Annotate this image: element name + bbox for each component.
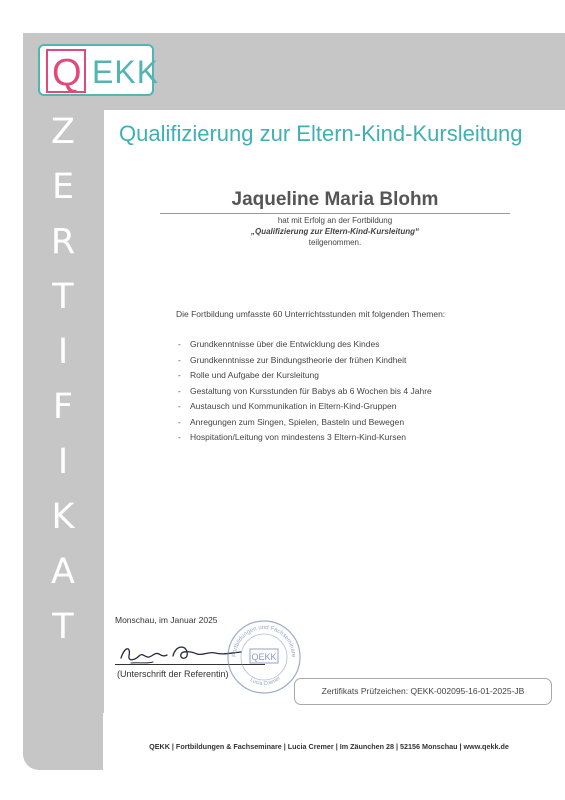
course-name: „Qualifizierung zur Eltern-Kind-Kursleitung“ (251, 227, 419, 236)
topic-item (178, 415, 538, 431)
topic-dash: - (178, 339, 181, 349)
topics-intro: Die Fortbildung umfasste 60 Unterrichtsstunden mit folgenden Themen: (176, 309, 446, 319)
topic-item (178, 430, 538, 446)
topic-dash: - (178, 385, 181, 396)
topic-dash: - (178, 416, 181, 427)
company-stamp (226, 619, 302, 695)
topic-text: Austausch und Kommunikation in Eltern-Kind-Gruppen (190, 401, 397, 411)
side-letter: R (50, 222, 76, 262)
topic-item (178, 384, 538, 400)
topics-list (178, 337, 538, 446)
side-letter: A (51, 552, 75, 592)
logo-q: Q (52, 52, 82, 94)
participation-line: teilgenommen. (308, 238, 362, 247)
place-date: Monschau, im Januar 2025 (115, 615, 218, 625)
side-letter: E (51, 167, 75, 207)
side-letter: Z (51, 112, 75, 152)
topic-text: Grundkenntnisse zur Bindungstheorie der frühen Kindheit (190, 354, 407, 365)
recipient-name: Jaqueline Maria Blohm (231, 189, 439, 210)
topic-text: Rolle und Aufgabe der Kursleitung (190, 370, 320, 380)
side-letter: T (52, 277, 74, 317)
topic-item (178, 368, 538, 384)
side-letter: K (51, 497, 75, 537)
topic-item (178, 399, 538, 415)
topic-item (178, 353, 538, 369)
svg-text:Lucia Cremer (249, 675, 282, 687)
name-underline (160, 213, 510, 214)
topic-text: Anregungen zum Singen, Spielen, Basteln und Bewegen (190, 416, 405, 427)
logo-q-box (46, 49, 86, 93)
completion-line: hat mit Erfolg an der Fortbildung (277, 216, 393, 225)
qekk-logo (38, 44, 160, 96)
certificate-code: Zertifikats Prüfzeichen: QEKK-002095-16-01-2025-JB (294, 678, 552, 705)
side-letter: T (52, 607, 74, 647)
topic-item (178, 337, 538, 353)
logo-ekk: EKK (92, 54, 160, 90)
topic-text: Grundkenntnisse über die Entwicklung des Kindes (190, 339, 380, 349)
side-letter: I (57, 442, 69, 482)
topic-dash: - (178, 432, 181, 442)
topic-text: Hospitation/Leitung von mindestens 3 Eltern-Kind-Kursen (190, 432, 406, 442)
topic-dash: - (178, 370, 181, 380)
stamp-ring-text: Fortbildungen und Fachseminare (231, 624, 297, 658)
stamp-bottom-text: Lucia Cremer (248, 675, 282, 688)
topic-text: Gestaltung von Kursstunden für Babys ab 6 Wochen bis 4 Jahre (190, 385, 432, 396)
side-letter: F (52, 387, 74, 427)
topic-dash: - (178, 354, 181, 365)
footer-address: QEKK | Fortbildungen & Fachseminare | Lucia Cremer | Im Zäunchen 28 | 52156 Monschau | www.qekk.de (149, 742, 509, 751)
stamp-center-logo: QEKK (251, 652, 277, 662)
topic-dash: - (178, 401, 181, 411)
certificate-title: Qualifizierung zur Eltern-Kind-Kursleitung (119, 121, 523, 146)
side-letter: I (57, 332, 69, 372)
signature-label: (Unterschrift der Referentin) (117, 669, 229, 679)
